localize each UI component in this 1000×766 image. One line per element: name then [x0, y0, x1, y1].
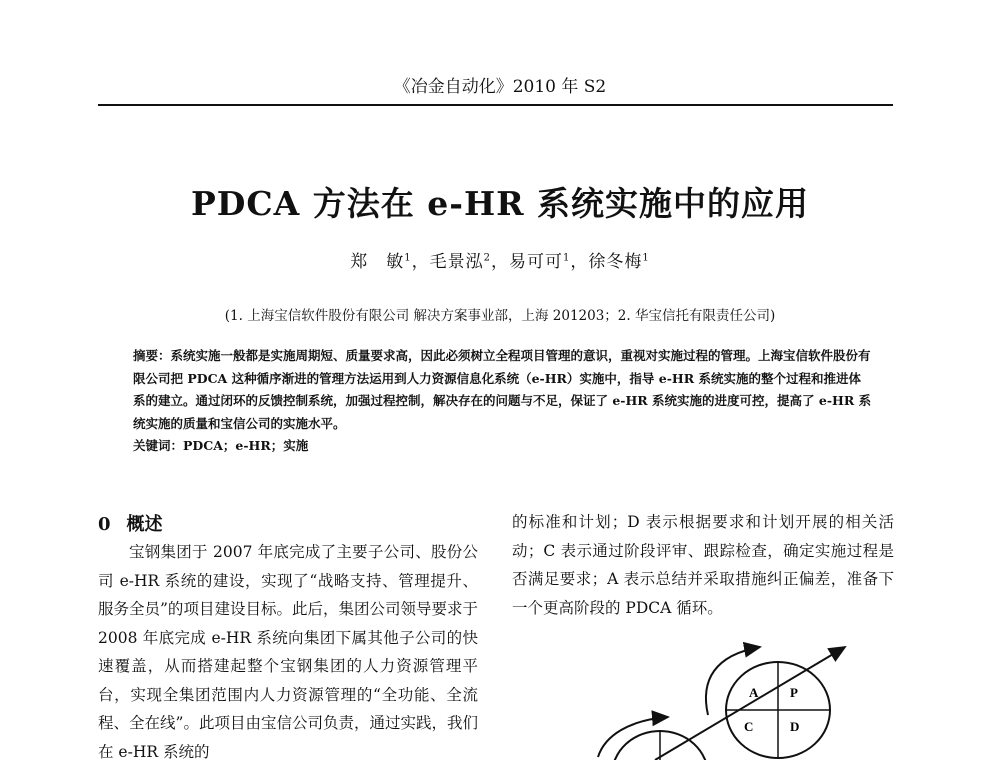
section-title: 概述	[126, 514, 163, 535]
abstract-label: 摘要：	[133, 348, 171, 363]
author-affil-mark: 1	[404, 252, 412, 264]
body-column-right	[512, 508, 894, 622]
author-name: 徐冬梅	[588, 252, 643, 272]
header-rule	[98, 104, 893, 106]
abstract-text: 系统实施一般都是实施周期短、质量要求高，因此必须树立全程项目管理的意识，重视对实施过程的管理。上海宝信软件股份有限公司把 PDCA 这种循序渐进的管理方法运用到人力资源信息化系统（e-HR）实施中，指导 e-HR 系统实施的整个过程和推进体系的建立。通过闭环的反馈控制系统，加强过程控制，解决存在的问题与不足，保证了 e-HR 系统实施的进度可控，提高了 e-HR 系统实施的质量和宝信公司的实施水平。	[133, 348, 872, 431]
journal-header: 《冶金自动化》2010 年 S2	[393, 77, 607, 97]
abstract-paragraph	[133, 345, 873, 435]
affiliation: (1. 上海宝信软件股份有限公司 解决方案事业部，上海 201203；2. 华宝信托有限责任公司)	[224, 308, 776, 324]
section-number: 0	[98, 514, 111, 535]
author-list	[0, 247, 1000, 272]
author-name: 毛景泓	[429, 252, 484, 272]
quadrant-label-a: A	[749, 685, 759, 700]
keywords-label: 关键词：	[133, 438, 184, 453]
body-paragraph: 宝钢集团于 2007 年底完成了主要子公司、股份公司 e-HR 系统的建设，实现了“战略支持、管理提升、服务全员”的项目建设目标。此后，集团公司领导要求于 2008 年底完成 e-HR 系统向集团下属其他子公司的快速覆盖，从而搭建起整个宝钢集团的人力资源管理平台，实现全集团范围内人力资源管理的“全功能、全流程、全在线”。此项目由宝信公司负责，通过实践，我们在 e-HR 系统的	[98, 543, 478, 761]
author-affil-mark: 1	[642, 252, 650, 264]
author-name: 郑 敏	[350, 252, 405, 272]
author-affil-mark: 1	[563, 252, 571, 264]
keywords-text: PDCA；e-HR；实施	[183, 438, 309, 453]
abstract-block	[133, 345, 873, 458]
author-separator: ，	[570, 252, 589, 272]
quadrant-label-p: P	[790, 685, 798, 700]
author-separator: ，	[491, 252, 509, 272]
body-column-left	[98, 538, 478, 766]
quadrant-label-d: D	[790, 719, 800, 734]
quadrant-label-c: C	[744, 719, 754, 734]
cycle-arrow-lower	[598, 717, 668, 757]
author-name: 易可可	[509, 252, 563, 272]
body-paragraph: 的标准和计划；D 表示根据要求和计划开展的相关活动；C 表示通过阶段评审、跟踪检查，确定实施过程是否满足要求；A 表示总结并采取措施纠正偏差，准备下一个更高阶段的 PDCA 循环。	[512, 513, 894, 617]
keywords-line	[133, 435, 873, 458]
paper-title: PDCA 方法在 e-HR 系统实施中的应用	[190, 184, 810, 223]
author-separator: ，	[411, 252, 430, 272]
author-affil-mark: 2	[483, 252, 491, 264]
pdca-cycle-figure	[560, 625, 890, 760]
cycle-arrow-upper	[706, 647, 760, 715]
section-heading	[98, 510, 163, 536]
